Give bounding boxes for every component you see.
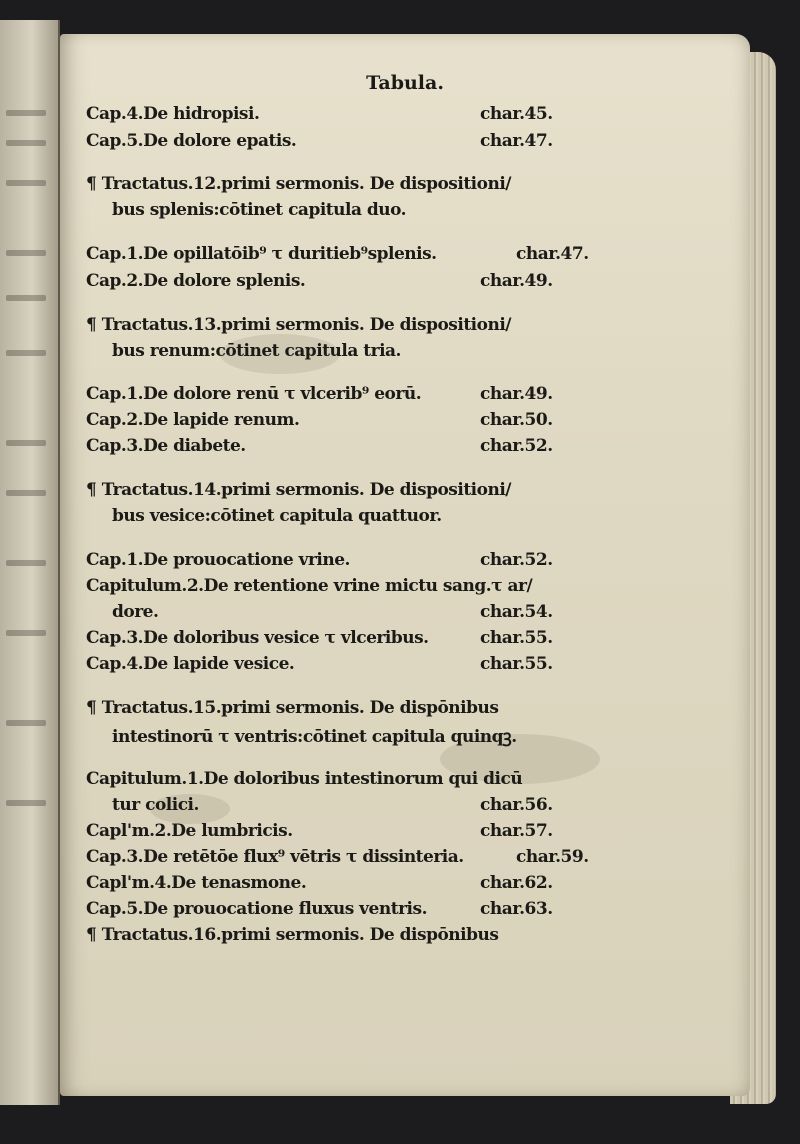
toc-line <box>60 925 750 951</box>
toc-line <box>60 821 750 847</box>
toc-line-folio: char.54. <box>480 602 553 622</box>
toc-line-folio: char.49. <box>480 384 553 404</box>
toc-line-text: bus splenis:cōtinet capitula duo. <box>112 200 407 220</box>
toc-line <box>60 200 750 226</box>
toc-line-folio: char.62. <box>480 873 553 893</box>
toc-line-text: tur colici. <box>112 795 199 815</box>
toc-line-text: Cap.1.De dolore renū τ vlcerib⁹ eorū. <box>86 384 422 404</box>
toc-line <box>60 628 750 654</box>
toc-line-text: ¶ Tractatus.15.primi sermonis. De dispōnibus <box>86 698 499 718</box>
toc-line <box>60 131 750 157</box>
toc-line-text: ¶ Tractatus.12.primi sermonis. De dispositioni/ <box>86 174 511 194</box>
toc-line-text: Cap.5.De prouocatione fluxus ventris. <box>86 899 427 919</box>
facing-page-edge <box>0 20 60 1105</box>
toc-line-text: Capl'm.4.De tenasmone. <box>86 873 307 893</box>
toc-line <box>60 550 750 576</box>
toc-line-folio: char.63. <box>480 899 553 919</box>
toc-line-text: ¶ Tractatus.16.primi sermonis. De dispōnibus <box>86 925 499 945</box>
toc-line-folio: char.49. <box>480 271 553 291</box>
toc-line <box>60 654 750 680</box>
toc-line-text: Cap.4.De lapide vesice. <box>86 654 295 674</box>
toc-line <box>60 724 750 750</box>
toc-line-text: Cap.3.De doloribus vesice τ vlceribus. <box>86 628 429 648</box>
toc-line-text: Capitulum.2.De retentione vrine mictu sang.τ ar/ <box>86 576 533 596</box>
toc-line <box>60 873 750 899</box>
toc-line <box>60 602 750 628</box>
toc-line <box>60 795 750 821</box>
toc-line-text: Cap.1.De opillatōib⁹ τ duritieb⁹splenis. <box>86 244 437 264</box>
toc-line-folio: char.47. <box>516 244 589 264</box>
toc-line <box>60 410 750 436</box>
toc-line <box>60 104 750 130</box>
toc-line-text: Cap.5.De dolore epatis. <box>86 131 297 151</box>
toc-line <box>60 244 750 270</box>
toc-line-folio: char.47. <box>480 131 553 151</box>
toc-line <box>60 174 750 200</box>
toc-line <box>60 315 750 341</box>
toc-line <box>60 847 750 873</box>
toc-line-folio: char.52. <box>480 436 553 456</box>
toc-line-text: Cap.3.De retētōe flux⁹ vētris τ dissinteria. <box>86 847 464 867</box>
toc-line-text: intestinorū τ ventris:cōtinet capitula quinqꝫ. <box>112 727 517 747</box>
toc-line-text: bus renum:cōtinet capitula tria. <box>112 341 401 361</box>
toc-line-folio: char.52. <box>480 550 553 570</box>
toc-line-text: Capl'm.2.De lumbricis. <box>86 821 293 841</box>
toc-line <box>60 341 750 367</box>
toc-line-folio: char.45. <box>480 104 553 124</box>
toc-line <box>60 436 750 462</box>
toc-line <box>60 271 750 297</box>
toc-line-text: dore. <box>112 602 159 622</box>
toc-line <box>60 384 750 410</box>
toc-line-folio: char.55. <box>480 628 553 648</box>
toc-line-text: Cap.1.De prouocatione vrine. <box>86 550 350 570</box>
toc-line-folio: char.56. <box>480 795 553 815</box>
toc-line-text: bus vesice:cōtinet capitula quattuor. <box>112 506 442 526</box>
toc-line-folio: char.50. <box>480 410 553 430</box>
toc-line-text: Cap.4.De hidropisi. <box>86 104 260 124</box>
toc-line-folio: char.55. <box>480 654 553 674</box>
toc-line <box>60 769 750 795</box>
toc-line-text: ¶ Tractatus.14.primi sermonis. De dispositioni/ <box>86 480 511 500</box>
toc-line-text: Cap.3.De diabete. <box>86 436 246 456</box>
toc-line <box>60 899 750 925</box>
toc-line <box>60 698 750 724</box>
book-page <box>60 34 750 1096</box>
toc-line <box>60 576 750 602</box>
toc-line <box>60 506 750 532</box>
toc-line-text: Capitulum.1.De doloribus intestinorum qui dicū <box>86 769 523 789</box>
toc-line <box>60 480 750 506</box>
toc-line-folio: char.59. <box>516 847 589 867</box>
toc-line-text: Cap.2.De lapide renum. <box>86 410 300 430</box>
toc-line-text: Cap.2.De dolore splenis. <box>86 271 306 291</box>
toc-line-folio: char.57. <box>480 821 553 841</box>
page-title: Tabula. <box>366 72 444 94</box>
toc-line-text: ¶ Tractatus.13.primi sermonis. De dispositioni/ <box>86 315 511 335</box>
